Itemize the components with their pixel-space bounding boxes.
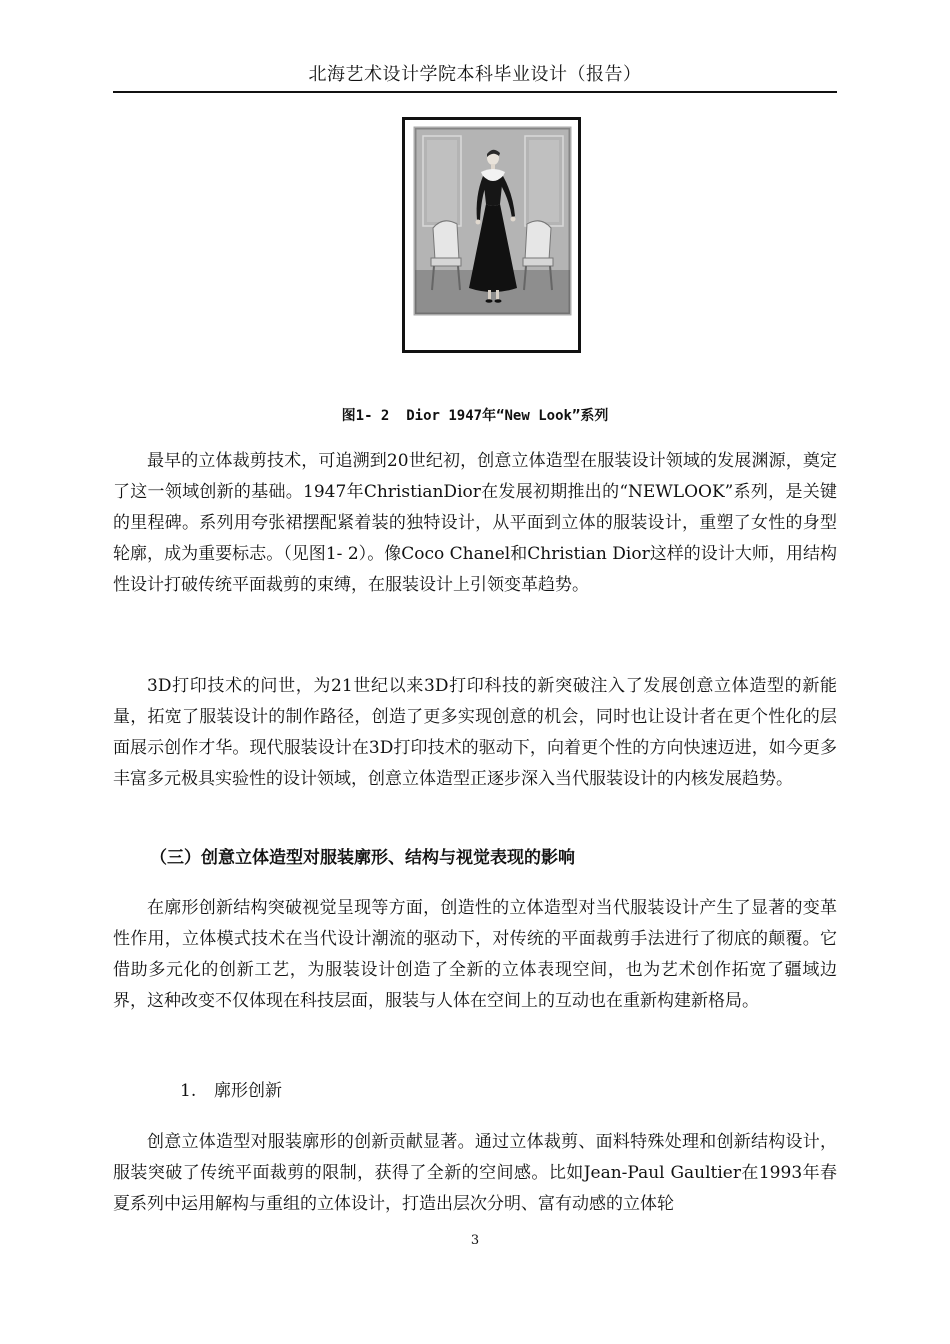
- header-rule: [113, 91, 837, 93]
- dior-new-look-photo: [402, 117, 581, 353]
- page-header: 北海艺术设计学院本科毕业设计（报告）: [308, 64, 642, 85]
- section-heading: （三）创意立体造型对服装廓形、结构与视觉表现的影响: [150, 848, 575, 868]
- fashion-photo-illustration: [405, 120, 578, 350]
- paragraph-silhouette: 创意立体造型对服装廓形的创新贡献显著。通过立体裁剪、面料特殊处理和创新结构设计，服装突破了传统平面裁剪的限制，获得了全新的空间感。比如Jean-Paul Gaultier在1993年春夏系列中运用解构与重组的立体设计，打造出层次分明、富有动感的立体轮: [113, 1132, 837, 1214]
- list-item-label: 廓形创新: [214, 1081, 282, 1101]
- list-item-number: 1.: [180, 1081, 197, 1101]
- list-item-silhouette: [180, 1078, 282, 1104]
- paragraph-history: 最早的立体裁剪技术，可追溯到20世纪初，创意立体造型在服装设计领域的发展渊源，奠定了这一领域创新的基础。1947年ChristianDior在发展初期推出的“NEWLOOK”系列，是关键的里程碑。系列用夸张裙摆配紧着装的独特设计，从平面到立体的服装设计，重塑了女性的身型轮廓，成为重要标志。（见图1- 2）。像Coco Chanel和Christian Dior这样的设计大师，用结构性设计打破传统平面裁剪的束缚，在服装设计上引领变革趋势。: [113, 451, 837, 595]
- paragraph-3d-printing: 3D打印技术的问世，为21世纪以来3D打印科技的新突破注入了发展创意立体造型的新能量，拓宽了服装设计的制作路径，创造了更多实现创意的机会，同时也让设计者在更个性化的层面展示创作才华。现代服装设计在3D打印技术的驱动下，向着更个性的方向快速迈进，如今更多丰富多元极具实验性的设计领域，创意立体造型正逐步深入当代服装设计的内核发展趋势。: [113, 676, 837, 789]
- paragraph-impact: 在廓形创新结构突破视觉呈现等方面，创造性的立体造型对当代服装设计产生了显著的变革性作用，立体模式技术在当代设计潮流的驱动下，对传统的平面裁剪手法进行了彻底的颠覆。它借助多元化的创新工艺，为服装设计创造了全新的立体表现空间，也为艺术创作拓宽了疆域边界，这种改变不仅体现在科技层面，服装与人体在空间上的互动也在重新构建新格局。: [113, 898, 837, 1011]
- page-number: 3: [470, 1233, 480, 1248]
- figure-caption: 图1- 2 Dior 1947年“New Look”系列: [341, 408, 609, 424]
